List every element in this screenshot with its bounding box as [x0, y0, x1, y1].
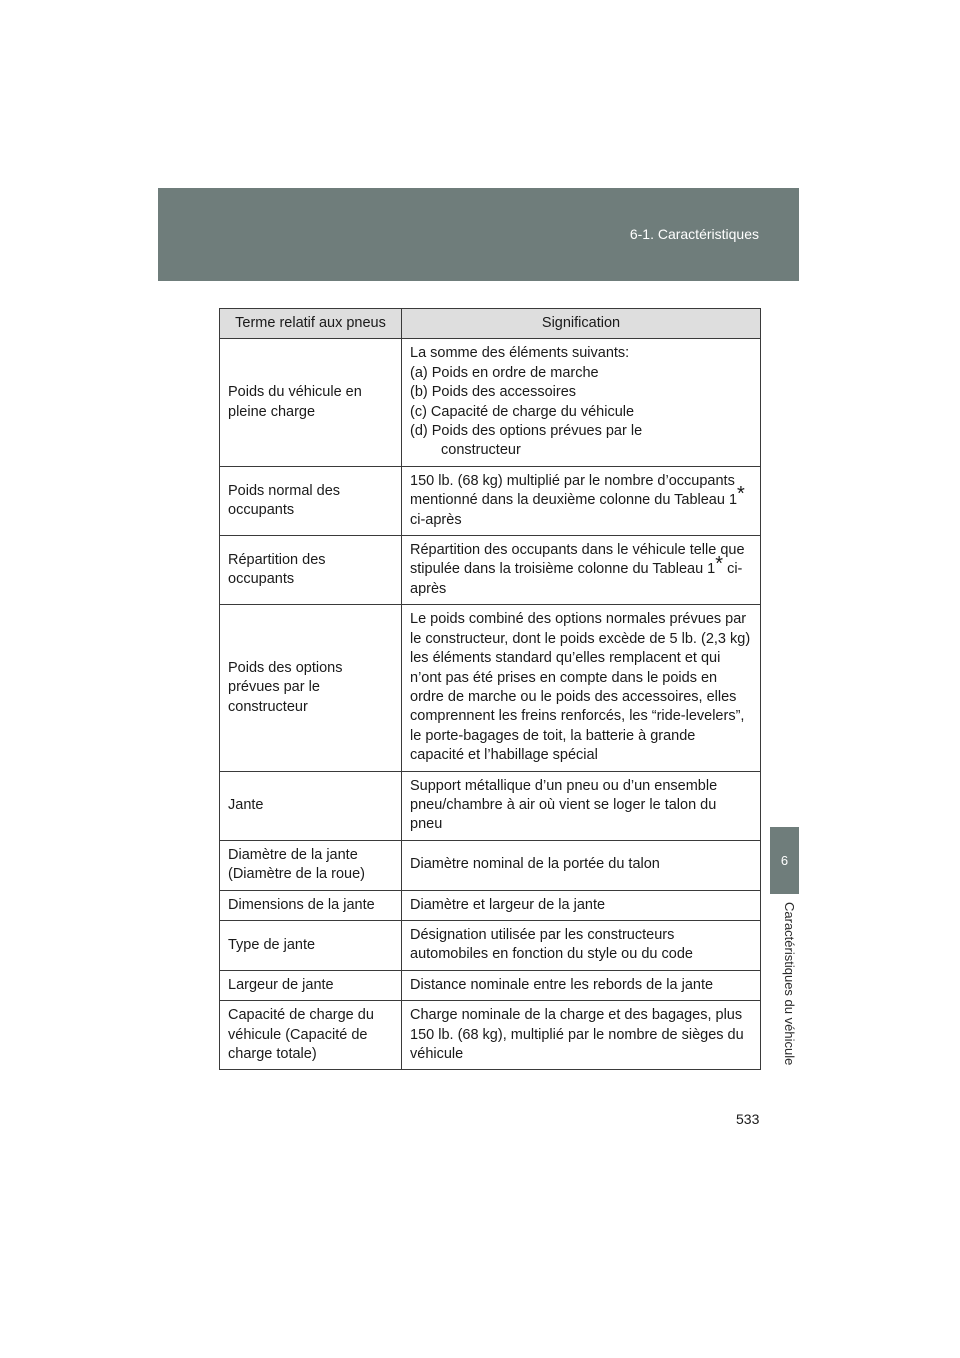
term-cell: Capacité de charge du véhicule (Capacité de charge totale)	[220, 1001, 402, 1070]
meaning-cell: Désignation utilisée par les constructeurs automobiles en fonction du style ou du code	[402, 920, 761, 970]
term-cell: Poids normal des occupants	[220, 466, 402, 535]
meaning-text-end: ci-après	[410, 561, 743, 597]
term-cell: Répartition des occupants	[220, 536, 402, 605]
chapter-title: Caractéristiques du véhicule	[782, 902, 797, 1066]
table-row	[220, 605, 761, 771]
table-row	[220, 920, 761, 970]
header-band	[158, 188, 799, 281]
meaning-cell: Support métallique d’un pneu ou d’un ensemble pneu/chambre à air où vient se loger le talon du pneu	[402, 771, 761, 840]
meaning-cell	[402, 536, 761, 605]
meaning-text-end: ci-après	[410, 511, 462, 528]
meaning-cell	[402, 339, 761, 466]
chapter-number: 6	[780, 853, 789, 868]
table-row	[220, 771, 761, 840]
footnote-star: *	[737, 483, 745, 506]
term-cell: Poids des options prévues par le constructeur	[220, 605, 402, 771]
meaning-line: La somme des éléments suivants:	[410, 345, 630, 362]
section-label: 6-1. Caractéristiques	[629, 226, 759, 242]
table-row	[220, 1001, 761, 1070]
table-row	[220, 466, 761, 535]
meaning-cell: Le poids combiné des options normales prévues par le constructeur, dont le poids excède de 5 lb. (2,3 kg) les éléments standard qu’elles remplacent et qui n’ont pas été prises en compte dans le poids en ordre de marche ou le poids des accessoires, elles comprennent les freins renforcés, les “ride-levelers”, le porte-bagages de toit, la batterie à grande capacité et l’habillage spécial	[402, 605, 761, 771]
column-header-meaning: Signification	[402, 309, 761, 339]
column-header-term: Terme relatif aux pneus	[220, 309, 402, 339]
chapter-tab	[770, 827, 799, 894]
page-number: 533	[736, 1111, 760, 1127]
table-row	[220, 840, 761, 890]
tire-terms-table	[219, 308, 761, 1070]
table-header-row	[220, 309, 761, 339]
meaning-line: constructeur	[441, 442, 521, 459]
meaning-line: (b) Poids des accessoires	[410, 384, 577, 401]
term-cell: Type de jante	[220, 920, 402, 970]
meaning-text: 150 lb. (68 kg) multiplié par le nombre d’occupants mentionné dans la deuxième colonne du Tableau 1	[410, 472, 738, 509]
term-cell: Jante	[220, 771, 402, 840]
meaning-text: Répartition des occupants dans le véhicule telle que stipulée dans la troisième colonne du Tableau 1	[410, 542, 745, 578]
meaning-cell: Charge nominale de la charge et des bagages, plus 150 lb. (68 kg), multiplié par le nombre de sièges du véhicule	[402, 1001, 761, 1070]
table-row	[220, 339, 761, 466]
meaning-line: (c) Capacité de charge du véhicule	[410, 403, 635, 420]
meaning-line: (d) Poids des options prévues par le	[410, 423, 643, 440]
table-row	[220, 536, 761, 605]
table-row	[220, 970, 761, 1000]
footnote-star: *	[715, 552, 724, 575]
meaning-line: (a) Poids en ordre de marche	[410, 364, 599, 381]
term-cell: Poids du véhicule en pleine charge	[220, 339, 402, 466]
term-cell: Largeur de jante	[220, 970, 402, 1000]
meaning-cell: Diamètre et largeur de la jante	[402, 890, 761, 920]
meaning-cell: Diamètre nominal de la portée du talon	[402, 840, 761, 890]
term-cell: Diamètre de la jante (Diamètre de la roue)	[220, 840, 402, 890]
term-cell: Dimensions de la jante	[220, 890, 402, 920]
meaning-cell	[402, 466, 761, 535]
table-row	[220, 890, 761, 920]
meaning-cell: Distance nominale entre les rebords de la jante	[402, 970, 761, 1000]
